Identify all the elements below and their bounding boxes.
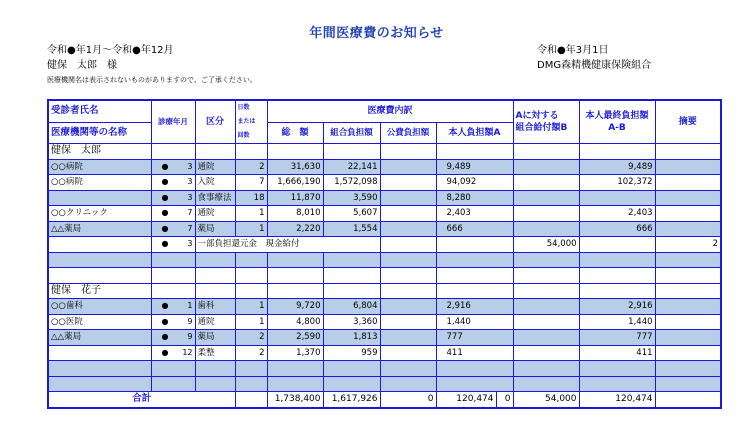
col-breakdown: 医療費内訳 bbox=[267, 100, 513, 122]
col-total: 総 額 bbox=[267, 122, 323, 143]
visit-month: ● 12 bbox=[151, 345, 195, 361]
col-self-burden: 本人負担額A bbox=[436, 122, 513, 143]
total-amount: 1,370 bbox=[267, 345, 323, 361]
visit-month: ● 9 bbox=[151, 314, 195, 330]
remarks: 2 bbox=[655, 237, 721, 253]
bullet-icon: ● bbox=[161, 223, 169, 233]
patient-section-header bbox=[48, 144, 721, 160]
union-burden: 3,590 bbox=[323, 190, 380, 206]
bullet-icon: ● bbox=[161, 316, 169, 326]
institution-name: ○○クリニック bbox=[48, 206, 151, 222]
self-burden: 777 bbox=[436, 330, 513, 346]
union-benefit bbox=[513, 206, 579, 222]
table-row bbox=[48, 237, 721, 253]
public-burden bbox=[380, 175, 436, 191]
totals-benefit: 54,000 bbox=[513, 392, 579, 408]
self-burden bbox=[436, 237, 513, 253]
total-amount: 11,870 bbox=[267, 190, 323, 206]
spacer-row bbox=[48, 376, 721, 392]
issue-date: 令和●年3月1日 bbox=[537, 45, 609, 56]
remarks bbox=[655, 299, 721, 315]
col-union-burden: 組合負担額 bbox=[323, 122, 380, 143]
table-row bbox=[48, 190, 721, 206]
visit-month: ● 3 bbox=[151, 237, 195, 253]
institution-name: △△薬局 bbox=[48, 221, 151, 237]
self-burden: 1,440 bbox=[436, 314, 513, 330]
col-month: 診療年月 bbox=[151, 100, 195, 144]
col-institution: 医療機関等の名称 bbox=[48, 122, 151, 143]
period: 令和●年1月～令和●年12月 bbox=[47, 45, 174, 56]
col-category: 区分 bbox=[195, 100, 235, 144]
category: 入院 bbox=[195, 175, 235, 191]
remarks bbox=[655, 221, 721, 237]
union-burden: 959 bbox=[323, 345, 380, 361]
self-burden: 9,489 bbox=[436, 159, 513, 175]
totals-label: 合計 bbox=[48, 392, 235, 408]
union-burden: 3,360 bbox=[323, 314, 380, 330]
bullet-icon: ● bbox=[161, 192, 169, 202]
remarks bbox=[655, 330, 721, 346]
institution-name: ○○病院 bbox=[48, 175, 151, 191]
public-burden bbox=[380, 159, 436, 175]
category: 柔整 bbox=[195, 345, 235, 361]
spacer-row bbox=[48, 361, 721, 377]
totals-final: 120,474 bbox=[579, 392, 655, 408]
totals-self-extra: 0 bbox=[496, 392, 513, 408]
days-count: 1 bbox=[235, 221, 267, 237]
visit-month: ● 3 bbox=[151, 159, 195, 175]
self-burden: 94,092 bbox=[436, 175, 513, 191]
union-burden: 1,572,098 bbox=[323, 175, 380, 191]
public-burden bbox=[380, 237, 436, 253]
table-row bbox=[48, 330, 721, 346]
institution-name bbox=[48, 237, 151, 253]
table-row bbox=[48, 159, 721, 175]
table-row bbox=[48, 314, 721, 330]
bullet-icon: ● bbox=[161, 347, 169, 357]
union-burden: 1,813 bbox=[323, 330, 380, 346]
bullet-icon: ● bbox=[161, 239, 169, 249]
bullet-icon: ● bbox=[161, 332, 169, 342]
self-burden: 666 bbox=[436, 221, 513, 237]
final-burden: 2,403 bbox=[579, 206, 655, 222]
visit-month: ● 1 bbox=[151, 299, 195, 315]
public-burden bbox=[380, 190, 436, 206]
medical-expense-table bbox=[47, 99, 722, 409]
remarks bbox=[655, 190, 721, 206]
self-burden: 8,280 bbox=[436, 190, 513, 206]
public-burden bbox=[380, 299, 436, 315]
table-row bbox=[48, 345, 721, 361]
final-burden: 666 bbox=[579, 221, 655, 237]
page-title: 年間医療費のお知らせ bbox=[309, 26, 444, 41]
total-amount: 1,666,190 bbox=[267, 175, 323, 191]
visit-month: ● 7 bbox=[151, 221, 195, 237]
visit-month: ● 3 bbox=[151, 175, 195, 191]
bullet-icon: ● bbox=[161, 161, 169, 171]
patient-name: 健保 太郎 bbox=[48, 144, 151, 160]
bullet-icon: ● bbox=[161, 301, 169, 311]
total-amount: 2,590 bbox=[267, 330, 323, 346]
col-days: 日数 または 回数 bbox=[235, 100, 267, 144]
col-remarks: 摘要 bbox=[655, 100, 721, 144]
days-count: 2 bbox=[235, 330, 267, 346]
final-burden: 1,440 bbox=[579, 314, 655, 330]
category: 薬局 bbox=[195, 330, 235, 346]
table-row bbox=[48, 175, 721, 191]
institution-name bbox=[48, 190, 151, 206]
col-union-benefit: Aに対する 組合給付額B bbox=[513, 100, 579, 144]
remarks bbox=[655, 159, 721, 175]
union-benefit bbox=[513, 175, 579, 191]
self-burden: 2,916 bbox=[436, 299, 513, 315]
days-count: 1 bbox=[235, 314, 267, 330]
visit-month: ● 9 bbox=[151, 330, 195, 346]
category: 通院 bbox=[195, 206, 235, 222]
institution-name: ○○歯科 bbox=[48, 299, 151, 315]
table-row bbox=[48, 221, 721, 237]
union-burden: 6,804 bbox=[323, 299, 380, 315]
institution-name: ○○病院 bbox=[48, 159, 151, 175]
remarks bbox=[655, 345, 721, 361]
public-burden bbox=[380, 330, 436, 346]
final-burden bbox=[579, 237, 655, 253]
public-burden bbox=[380, 314, 436, 330]
total-amount: 2,220 bbox=[267, 221, 323, 237]
total-amount: 31,630 bbox=[267, 159, 323, 175]
totals-row bbox=[48, 392, 721, 408]
final-burden: 102,372 bbox=[579, 175, 655, 191]
visit-month: ● 7 bbox=[151, 206, 195, 222]
union-burden: 1,554 bbox=[323, 221, 380, 237]
days-count: 1 bbox=[235, 299, 267, 315]
institution-name: ○○医院 bbox=[48, 314, 151, 330]
institution-name: △△薬局 bbox=[48, 330, 151, 346]
category: 食事療法 bbox=[195, 190, 235, 206]
total-amount: 8,010 bbox=[267, 206, 323, 222]
union-benefit bbox=[513, 190, 579, 206]
category: 通院 bbox=[195, 159, 235, 175]
institution-name bbox=[48, 345, 151, 361]
union-benefit bbox=[513, 345, 579, 361]
category: 一部負担還元金 現金給付 bbox=[195, 237, 380, 253]
final-burden: 9,489 bbox=[579, 159, 655, 175]
days-count: 7 bbox=[235, 175, 267, 191]
totals-public: 0 bbox=[380, 392, 436, 408]
patient-name: 健保 花子 bbox=[48, 283, 151, 299]
col-patient-name: 受診者氏名 bbox=[48, 100, 151, 122]
final-burden: 411 bbox=[579, 345, 655, 361]
days-count: 2 bbox=[235, 345, 267, 361]
public-burden bbox=[380, 345, 436, 361]
col-public-burden: 公費負担額 bbox=[380, 122, 436, 143]
remarks bbox=[655, 206, 721, 222]
final-burden: 2,916 bbox=[579, 299, 655, 315]
category: 歯科 bbox=[195, 299, 235, 315]
totals-self: 120,474 bbox=[436, 392, 496, 408]
remarks bbox=[655, 175, 721, 191]
days-count: 1 bbox=[235, 206, 267, 222]
public-burden bbox=[380, 206, 436, 222]
table-row bbox=[48, 206, 721, 222]
union-benefit bbox=[513, 221, 579, 237]
totals-union: 1,617,926 bbox=[323, 392, 380, 408]
days-count: 2 bbox=[235, 159, 267, 175]
total-amount: 4,800 bbox=[267, 314, 323, 330]
union-benefit: 54,000 bbox=[513, 237, 579, 253]
total-amount: 9,720 bbox=[267, 299, 323, 315]
union-benefit bbox=[513, 314, 579, 330]
union-burden: 22,141 bbox=[323, 159, 380, 175]
patient-section-header bbox=[48, 283, 721, 299]
union-benefit bbox=[513, 330, 579, 346]
table-body bbox=[48, 144, 721, 408]
issuer-name: DMG森精機健康保険組合 bbox=[537, 60, 652, 71]
visit-month: ● 3 bbox=[151, 190, 195, 206]
self-burden: 411 bbox=[436, 345, 513, 361]
spacer-row bbox=[48, 252, 721, 268]
union-benefit bbox=[513, 159, 579, 175]
totals-total: 1,738,400 bbox=[267, 392, 323, 408]
self-burden: 2,403 bbox=[436, 206, 513, 222]
days-count: 18 bbox=[235, 190, 267, 206]
public-burden bbox=[380, 221, 436, 237]
spacer-row bbox=[48, 268, 721, 284]
insured-name: 健保 太郎 様 bbox=[47, 60, 117, 71]
union-benefit bbox=[513, 299, 579, 315]
union-burden: 5,607 bbox=[323, 206, 380, 222]
final-burden bbox=[579, 190, 655, 206]
col-final-burden: 本人最終負担額 A-B bbox=[579, 100, 655, 144]
category: 通院 bbox=[195, 314, 235, 330]
table-row bbox=[48, 299, 721, 315]
bullet-icon: ● bbox=[161, 177, 169, 187]
final-burden: 777 bbox=[579, 330, 655, 346]
remarks bbox=[655, 314, 721, 330]
bullet-icon: ● bbox=[161, 208, 169, 218]
notice: 医療機関名は表示されないものがありますので、ご了承ください。 bbox=[47, 76, 257, 84]
category: 薬局 bbox=[195, 221, 235, 237]
